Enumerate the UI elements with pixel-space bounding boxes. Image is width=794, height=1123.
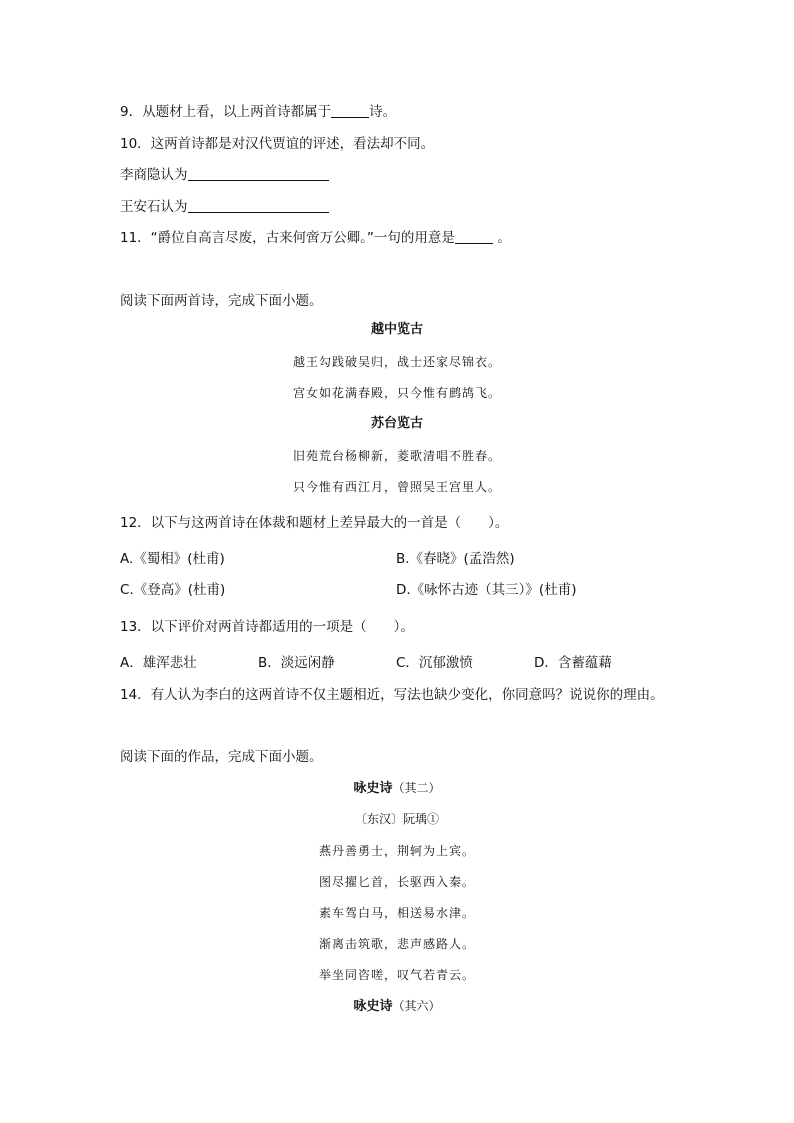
poem-line: 燕丹善勇士，荆轲为上宾。 [318,844,475,858]
li-label: 李商隐认为 [120,167,188,183]
q13-option-d[interactable]: D．含蓄蕴藉 [534,655,612,671]
question-12-stem: 12．以下与这两首诗在体裁和题材上差异最大的一首是（ ）。 [120,515,509,531]
q13-option-c[interactable]: C．沉郁激愤 [396,655,473,671]
q12-option-d[interactable]: D.《咏怀古迹（其三）》(杜甫) [396,582,577,598]
poem-title-sutai: 苏台览古 [370,416,423,431]
poem-title-yongshi: 咏史诗 [353,781,393,796]
poem-title-yongshi: 咏史诗 [353,999,393,1014]
q13-option-a[interactable]: A．雄浑悲壮 [120,655,197,671]
question-9 [120,103,396,121]
answer-blank[interactable] [331,103,369,118]
poem-number: （其二） [392,781,441,795]
q12-option-a[interactable]: A.《蜀相》(杜甫) [120,551,225,567]
answer-blank[interactable] [455,229,493,244]
question-11-suffix: 。 [492,230,511,246]
poem-line: 只今惟有西江月，曾照吴王宫里人。 [292,480,501,494]
question-11-text: 11．“爵位自高言尽废，古来何啻万公卿。”一句的用意是 [120,230,455,246]
poem-number: （其六） [392,999,441,1013]
wang-label: 王安石认为 [120,199,188,215]
poem-line: 渐离击筑歌，悲声感路人。 [318,937,475,951]
question-14-stem: 14．有人认为李白的这两首诗不仅主题相近，写法也缺少变化，你同意吗？说说你的理由。 [120,687,664,703]
question-10-stem: 10．这两首诗都是对汉代贾谊的评述，看法却不同。 [120,136,435,152]
q12-option-c[interactable]: C.《登高》(杜甫) [120,582,226,598]
poem-line: 素车驾白马，相送易水津。 [318,906,475,920]
poem-line: 宫女如花满春殿，只今惟有鹧鸪飞。 [292,386,501,400]
poem-line: 越王勾践破吴归，战士还家尽锦衣。 [292,355,501,369]
answer-blank-wang[interactable] [188,198,329,213]
question-11 [120,229,511,247]
question-10-li [120,166,329,184]
section-3-intro: 阅读下面的作品，完成下面小题。 [120,749,323,765]
q12-option-b[interactable]: B.《春晓》(孟浩然) [396,551,515,567]
question-13-stem: 13．以下评价对两首诗都适用的一项是（ ）。 [120,619,414,635]
poem-title-yuezhong: 越中览古 [370,322,423,337]
poem-line: 旧苑荒台杨柳新，菱歌清唱不胜春。 [292,449,501,463]
poem-heading-yongshi-6 [0,997,794,1016]
poem-line: 图尽擢匕首，长驱西入秦。 [318,875,475,889]
poem-heading-yongshi-2 [0,779,794,798]
poem-author: 〔东汉〕阮瑀① [354,812,439,826]
poem-line: 举坐同咨嗟，叹气若青云。 [318,968,475,982]
answer-blank-li[interactable] [188,166,329,181]
section-2-intro: 阅读下面两首诗，完成下面小题。 [120,293,323,309]
question-9-text: 9．从题材上看，以上两首诗都属于 [120,104,332,120]
question-10-wang [120,198,329,216]
q13-option-b[interactable]: B．淡远闲静 [258,655,335,671]
question-9-suffix: 诗。 [369,104,397,120]
